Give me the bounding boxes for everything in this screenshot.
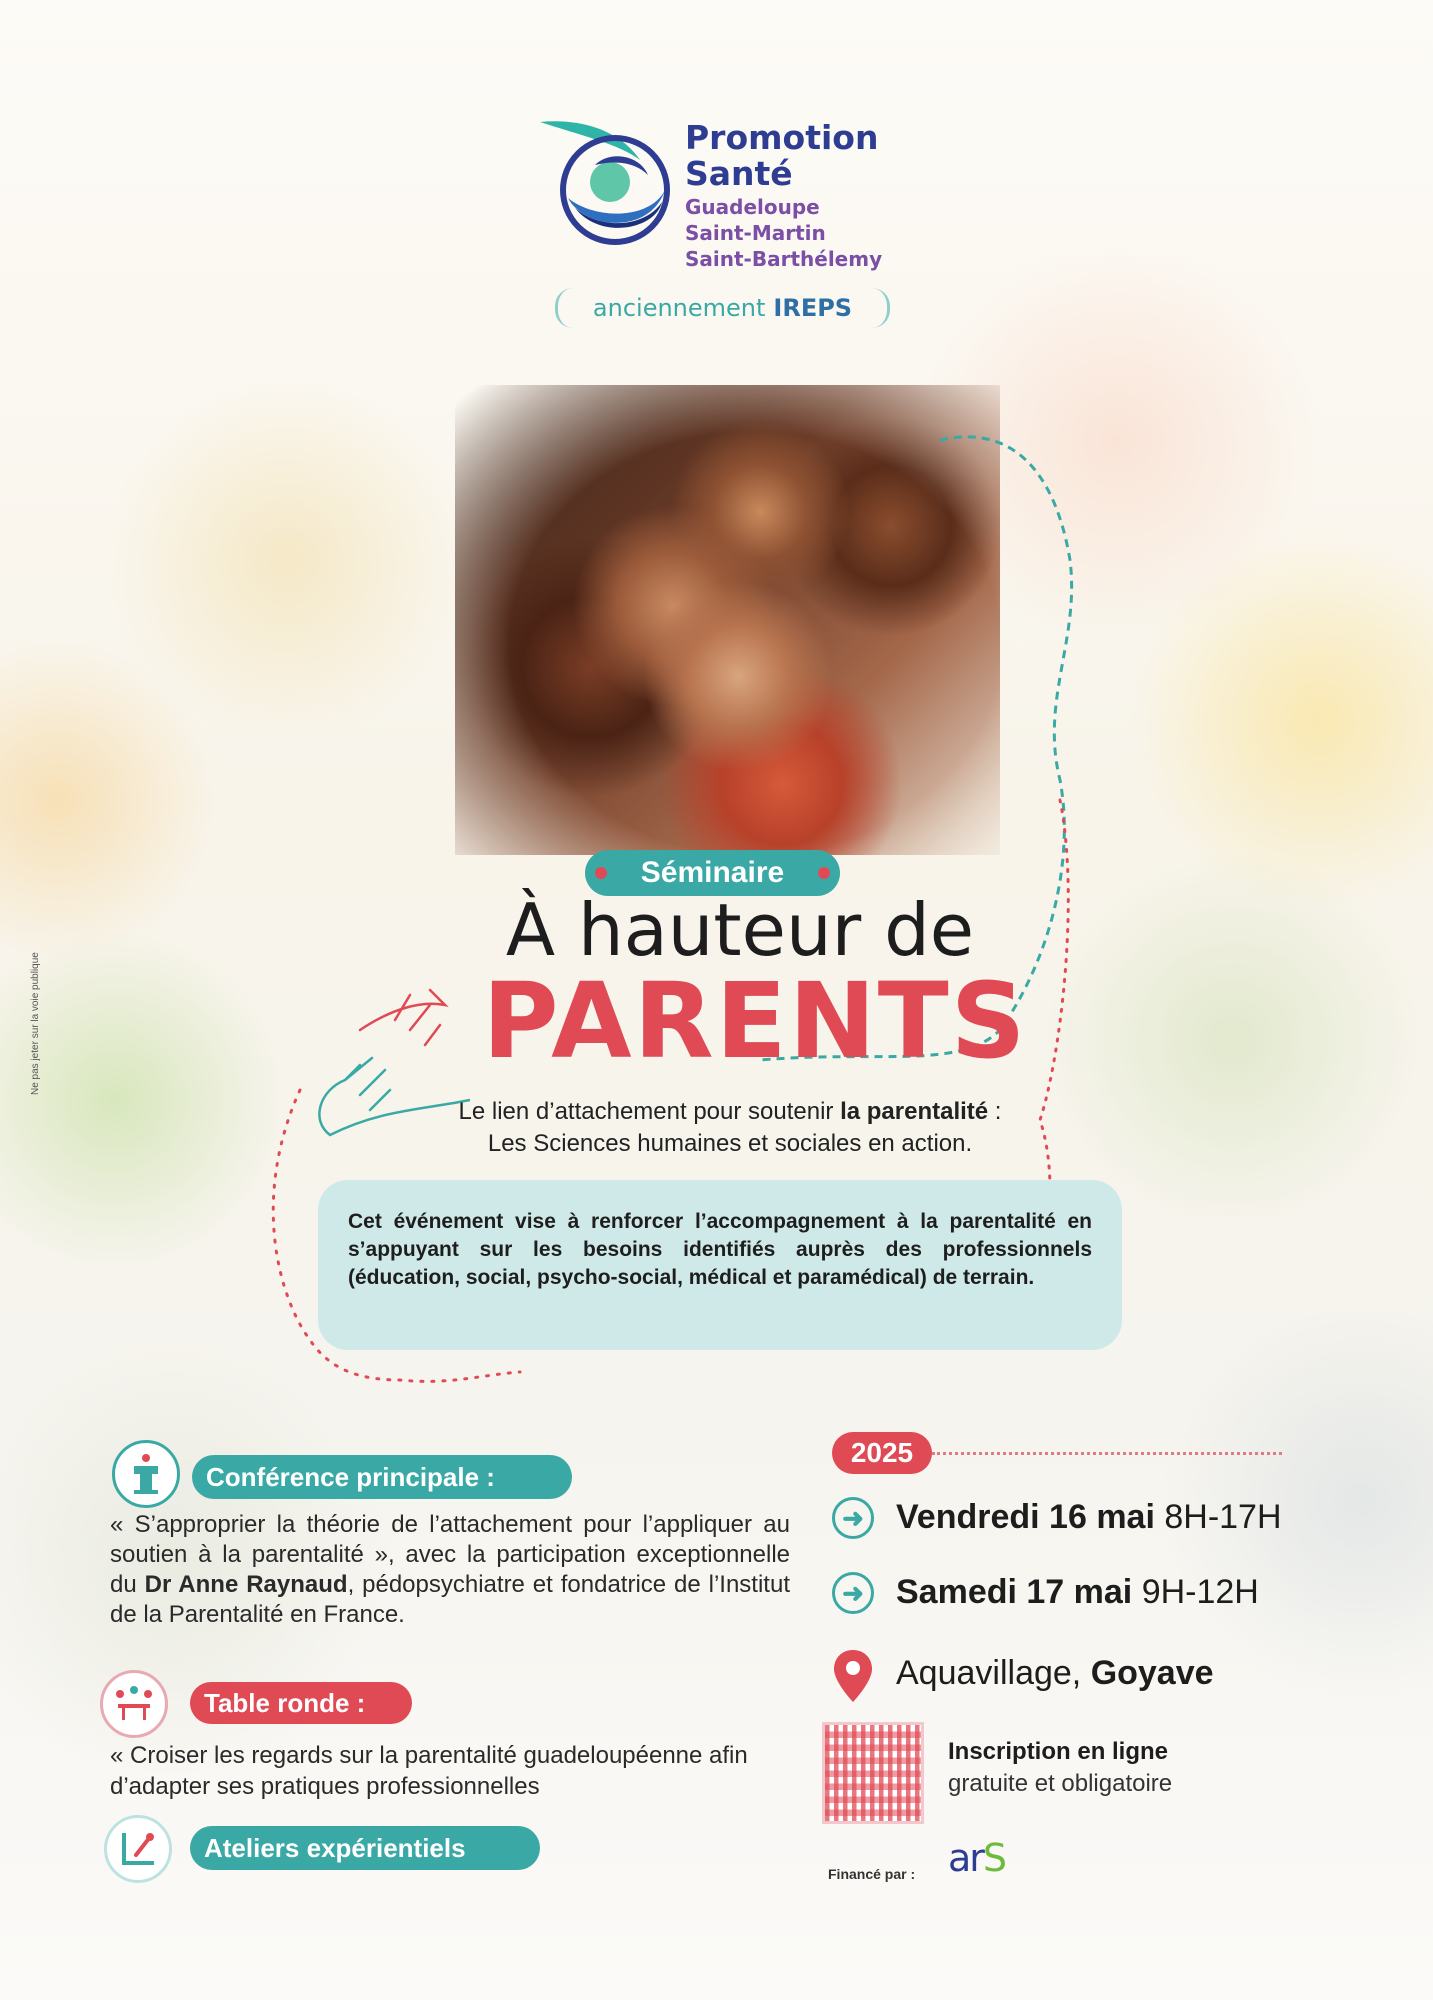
ars-logo-s: S [982,1836,1006,1880]
day2-date: Samedi 17 mai [896,1573,1133,1611]
promotion-sante-logo [540,120,680,250]
subtitle-line1 [330,1096,1130,1128]
seminar-tag: Séminaire [585,850,840,896]
subtitle-bold: la parentalité [840,1098,989,1125]
location-city: Goyave [1090,1654,1214,1692]
subtitle-part1: Le lien d’attachement pour soutenir [458,1098,841,1125]
day1-date: Vendredi 16 mai [896,1498,1155,1536]
day2-hours: 9H-12H [1132,1573,1259,1611]
formerly-ireps [555,288,890,328]
conference-label: Conférence principale : [192,1455,572,1499]
workshops-label: Ateliers expérientiels [190,1826,540,1870]
date-day1 [896,1498,1282,1537]
podium-icon [112,1440,180,1508]
formerly-name: IREPS [773,294,853,322]
location-name: Aquavillage, [896,1654,1091,1692]
title-line1: À hauteur de [505,888,975,972]
logo-region-1: Guadeloupe [685,195,820,219]
subtitle-line2: Les Sciences humaines et sociales en action. [487,1130,973,1157]
registration-title: Inscription en ligne [948,1738,1169,1765]
conference-text [110,1510,790,1630]
logo-region-2: Saint-Martin [685,221,826,245]
logo-title-line1: Promotion [685,118,879,157]
workshop-icon [104,1815,172,1883]
arrow-right-icon: ➜ [832,1497,874,1539]
side-note: Ne pas jeter sur la voie publique [30,952,41,1095]
conference-speaker: Dr Anne Raynaud [144,1571,348,1598]
conference-text-part2: , pédopsychiatre et fondatrice de l’Institut de la Parentalité en France. [110,1571,790,1628]
logo-title-line2: Santé [685,154,793,193]
registration-subtitle: gratuite et obligatoire [948,1770,1173,1797]
ars-logo-letters: ar [948,1836,983,1880]
subtitle-part2: : [988,1098,1002,1125]
event-location [896,1654,1214,1693]
year-divider [932,1452,1282,1455]
title-line2: PARENTS [482,960,1028,1082]
funded-by-label: Financé par : [828,1866,916,1882]
ars-logo [948,1836,1005,1880]
logo-regions [685,194,882,272]
round-table-icon [100,1670,168,1738]
family-photo [455,385,1000,855]
date-day2 [896,1573,1259,1612]
round-table-label: Table ronde : [190,1682,412,1724]
logo-region-3: Saint-Barthélemy [685,247,883,271]
day1-hours: 8H-17H [1154,1498,1282,1536]
registration-qr-code[interactable] [822,1722,924,1824]
location-pin-icon [832,1648,874,1704]
logo-title [685,120,878,192]
year-badge: 2025 [832,1432,932,1474]
subtitle [330,1096,1130,1160]
description-box: Cet événement vise à renforcer l’accompagnement à la parentalité en s’appuyant sur les besoins identifiés auprès des professionnels (éducation, social, psycho-social, médical et paramédical) de terrain. [318,1180,1122,1350]
round-table-text: « Croiser les regards sur la parentalité guadeloupéenne afin d’adapter ses pratiques professionnelles [110,1742,748,1800]
formerly-prefix: anciennement [592,294,766,322]
arrow-right-icon: ➜ [832,1572,874,1614]
conference-text-part1: « S’approprier la théorie de l’attachement pour l’appliquer au soutien à la parentalité », avec la participation exceptionnelle du [110,1511,790,1598]
